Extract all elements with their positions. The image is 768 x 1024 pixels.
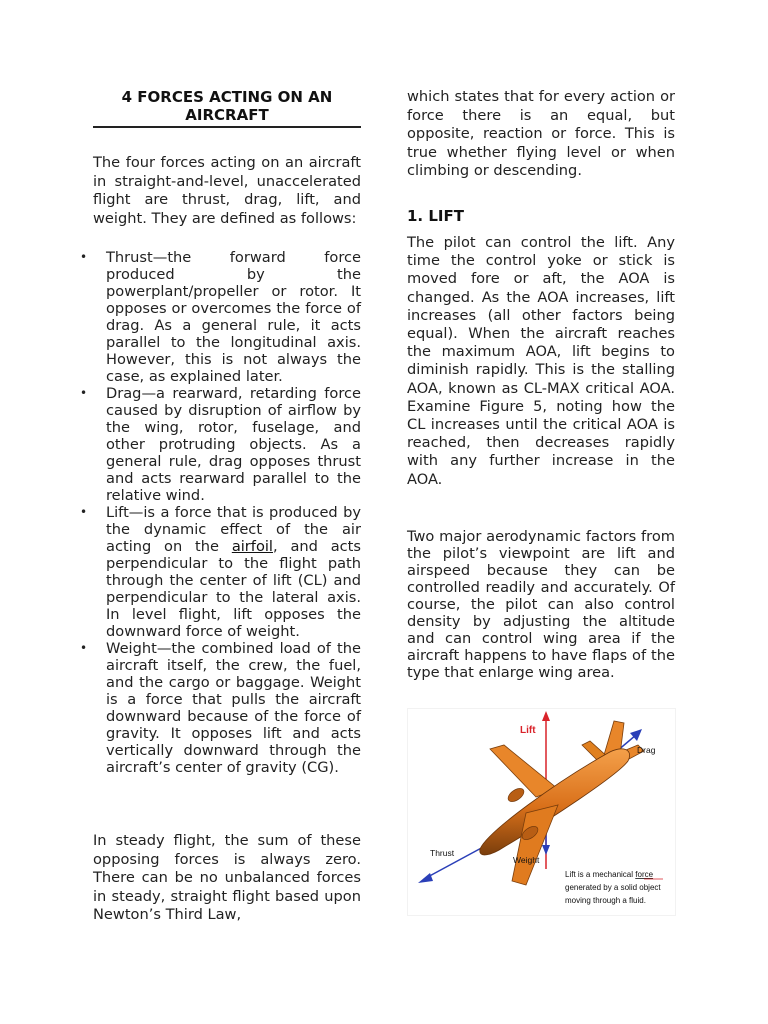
- airplane-icon: [480, 721, 644, 885]
- weight-arrowhead-icon: [542, 845, 550, 855]
- list-item-weight: • Weight—the combined load of the aircraft itself, the crew, the fuel, and the cargo or baggage. Weight is a force that pulls the aircraft downward because of the force of gravity. It opposes lift and acts vertically downward through the aircraft’s center of gravity (CG).: [80, 640, 361, 776]
- bullet-icon: •: [80, 641, 88, 655]
- airplane-forces-diagram: [408, 709, 675, 915]
- aerodynamic-factors-paragraph: Two major aerodynamic factors from the pilot’s viewpoint are lift and airspeed because they can be controlled readily and accurately. Of course, the pilot can also control density by adjusting the altitude and can control wing area if the aircraft happens to have flaps of the type that enlarge wing area.: [407, 528, 675, 681]
- lift-paragraph: The pilot can control the lift. Any time the control yoke or stick is moved fore or aft, the AOA is changed. As the AOA increases, lift increases (all other factors being equal). When the aircraft reaches the maximum AOA, lift begins to diminish rapidly. This is the stalling AOA, known as CL-MAX critical AOA. Examine Figure 5, noting how the CL increases until the critical AOA is reached, then decreases rapidly with any further increase in the AOA.: [407, 234, 675, 488]
- list-item-drag: • Drag—a rearward, retarding force caused by disruption of airflow by the wing, rotor, fuselage, and other protruding objects. As a general rule, drag opposes thrust and acts rearward parallel to the relative wind.: [80, 385, 361, 504]
- steady-flight-paragraph: In steady flight, the sum of these opposing forces is always zero. There can be no unbalanced forces in steady, straight flight based upon Newton’s Third Law,: [93, 832, 361, 923]
- intro-paragraph: The four forces acting on an aircraft in straight-and-level, unaccelerated flight are thrust, drag, lift, and weight. They are defined as follows:: [93, 154, 361, 227]
- page-title: 4 FORCES ACTING ON AN AIRCRAFT: [93, 88, 361, 128]
- list-item-lift: • Lift—is a force that is produced by the dynamic effect of the air acting on the airfoil, and acts perpendicular to the flight path through the center of lift (CL) and perpendicular to the lateral axis. In level flight, lift opposes the downward force of weight.: [80, 504, 361, 640]
- airfoil-link[interactable]: airfoil: [231, 538, 273, 555]
- weight-label: Weight: [513, 855, 540, 865]
- bullet-icon: •: [80, 250, 88, 264]
- newton-paragraph: which states that for every action or force there is an equal, but opposite, reaction or force. This is true whether flying level or when climbing or descending.: [407, 88, 675, 179]
- lift-arrowhead-icon: [542, 711, 550, 721]
- bullet-icon: •: [80, 505, 88, 519]
- caption-line-3: moving through a fluid.: [565, 896, 646, 905]
- caption-line-2: generated by a solid object: [565, 883, 661, 892]
- thrust-label: Thrust: [430, 848, 455, 858]
- bullet-icon: •: [80, 386, 88, 400]
- forces-figure: [407, 708, 676, 916]
- list-item-thrust: • Thrust—the forward force produced by the powerplant/propeller or rotor. It opposes or overcomes the force of drag. As a general rule, it acts parallel to the longitudinal axis. However, this is not always the case, as explained later.: [80, 249, 361, 385]
- caption-line-1: Lift is a mechanical force: [565, 870, 654, 879]
- lift-label: Lift: [520, 725, 536, 736]
- forces-list: [80, 249, 361, 776]
- force-link[interactable]: force: [635, 870, 654, 879]
- drag-label: Drag: [637, 745, 656, 755]
- lift-heading: 1. LIFT: [407, 207, 464, 225]
